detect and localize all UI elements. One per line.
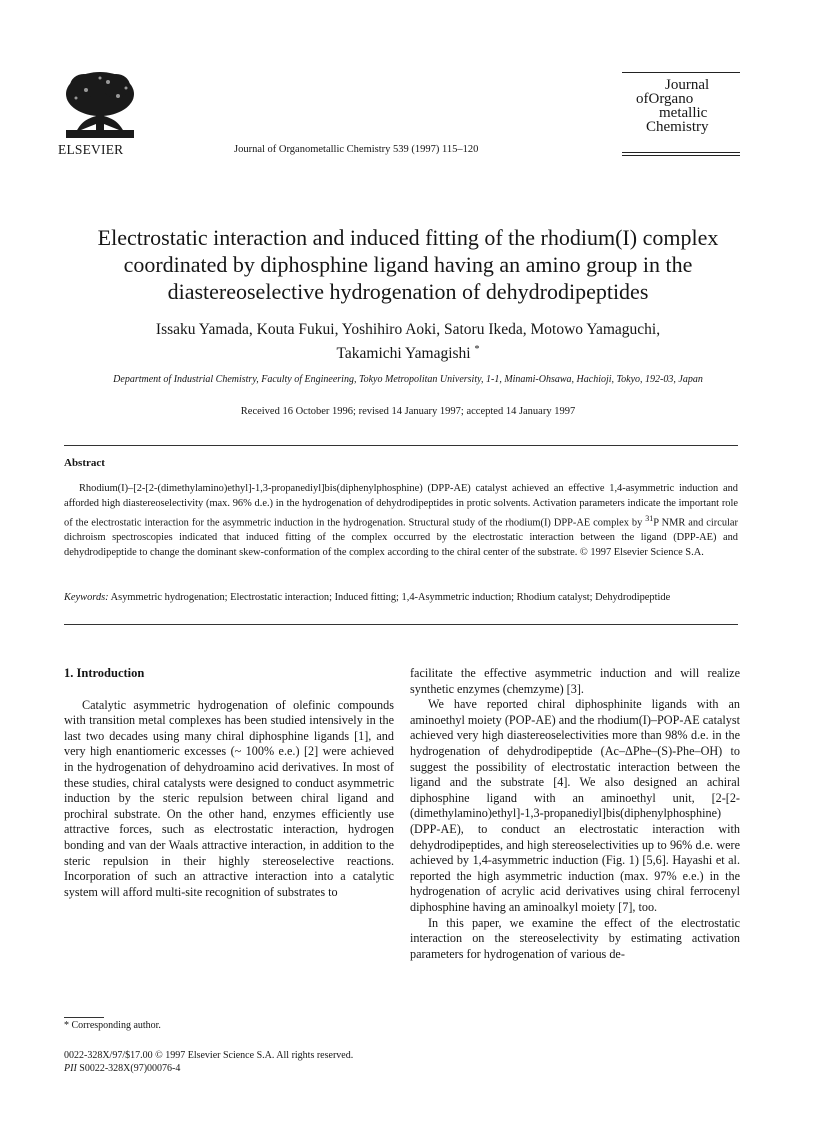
abstract-heading: Abstract [64,457,105,469]
pii-value: S0022-328X(97)00076-4 [79,1063,181,1074]
isotope-superscript: 31 [645,514,654,523]
affiliation: Department of Industrial Chemistry, Faculty of Engineering, Tokyo Metropolitan University, 1-1, Minami-Ohsawa, Hachioji, Tokyo, 192-03, Japan [113,374,703,385]
article-title: Electrostatic interaction and induced fitting of the rhodium(I) complex coordinated by diphosphine ligand having an amino group in the diastereoselective hydrogenation of dehydrodipeptides [97,225,719,304]
copyright-block [64,1049,353,1075]
elsevier-tree-icon [56,68,144,140]
journal-citation: Journal of Organometallic Chemistry 539 (1997) 115–120 [234,144,479,155]
divider [64,624,738,625]
section-heading: 1. Introduction [64,666,145,680]
abstract-part: P NMR and circular dichroism spectroscopies indicated that induced fitting of the complex occurred by the electrostatic interaction between the ligand (DPP-AE) and dehydrodipeptide to change the dominant skew-conformation of the complex according to the chiral center of the substrate. © 1997 Elsevier Science S.A. [64,517,738,559]
paragraph: facilitate the effective asymmetric induction and will realize synthetic enzymes (chemzyme) [3]. [410,666,740,696]
footnote: * Corresponding author. [64,1020,161,1031]
publisher-name: ELSEVIER [58,142,124,157]
pii-line [64,1062,353,1075]
received-dates: Received 16 October 1996; revised 14 January 1997; accepted 14 January 1997 [240,406,576,417]
divider [64,445,738,446]
paragraph: Catalytic asymmetric hydrogenation of olefinic compounds with transition metal complexes has been studied intensively in the last two decades using many chiral diphosphine ligands [1], and very high enantiomeric excesses (~ 100% e.e.) [2] were achieved in the hydrogenation of dehydroamino acid derivatives. In most of these studies, chiral catalysts were designed to conduct asymmetric induction by the steric repulsion between chiral ligand and prochiral substrate. On the other hand, enzymes efficiently use attractive forces, such as electrostatic interaction, hydrogen bonding and van der Waals attractive interaction, in addition to the steric repulsion in their highly stereoselective reactions. Incorporation of such an attractive interaction into a catalytic system will afford multi-site recognition of substrates to [64,697,394,899]
keywords-text: Asymmetric hydrogenation; Electrostatic interaction; Induced fitting; 1,4-Asymmetric induction; Rhodium catalyst; Dehydrodipeptide [110,592,671,603]
pii-label: PII [64,1063,77,1074]
journal-logo-line: metallic [659,105,708,121]
authors-line: Issaku Yamada, Kouta Fukui, Yoshihiro Aoki, Satoru Ikeda, Motowo Yamaguchi, [155,321,661,338]
right-column [410,666,740,962]
journal-logo-line: Chemistry [646,119,709,135]
paragraph: In this paper, we examine the effect of the electrostatic interaction on the stereoselectivity by estimating activation parameters for hydrogenation of various de- [410,915,740,961]
author-list [60,320,756,364]
footnote-rule [64,1017,104,1018]
keywords-label: Keywords: [64,592,109,603]
keywords [64,590,738,605]
paragraph: We have reported chiral diphosphinite ligands with an aminoethyl moiety (POP-AE) and the rhodium(I)–POP-AE catalyst achieved very high diastereoselectivities more than 98% d.e. in the hydrogenation of dehydrodipeptide (Ac–ΔPhe–(S)-Phe–OH) to suggest the possibility of electrostatic interaction between the ligand and the substrate [4]. We also designed an achiral diphosphine ligand with an aminoethyl unit, [2-[2-(dimethylamino)ethyl]-1,3-propanediyl]bis(diphenylphosphine) (DPP-AE), to conduct an electrostatic interaction with dehydrodipeptides, and high stereoselectivities up to 96% d.e. were achieved by 1,4-asymmetric induction (Fig. 1) [5,6]. Hayashi et al. reported the high asymmetric induction (max. 97% e.e.) in the hydrogenation of acrylic acid derivatives using chiral ferrocenyl diphosphine having an aminoalkyl moiety [7], too. [410,697,740,914]
authors-line [60,340,756,364]
corresponding-mark: * [474,344,480,355]
left-column [64,666,394,900]
journal-logo-line: ofOrgano [636,91,694,107]
journal-logo [622,72,740,156]
logo-rule [622,72,740,73]
abstract-text [64,481,738,560]
author-name: Takamichi Yamagishi [336,345,471,363]
logo-rule [622,152,740,153]
copyright-line: 0022-328X/97/$17.00 © 1997 Elsevier Science S.A. All rights reserved. [64,1050,354,1061]
abstract-part: Rhodium(I)–[2-[2-(dimethylamino)ethyl]-1,3-propanediyl]bis(diphenylphosphine) (DPP-AE) catalyst achieved an effective 1,4-asymmetric induction and afforded high diastereoselectivity (max. 96% d.e.) in the hydrogenation of dehydrodipeptides in protic solvents. Activation parameters indicate the important role of the electrostatic interaction for the asymmetric induction in the hydrogenation. Structural study of the rhodium(I) DPP-AE complex by [64,483,738,529]
logo-rule [622,155,740,156]
journal-logo-line: Journal [665,77,710,93]
